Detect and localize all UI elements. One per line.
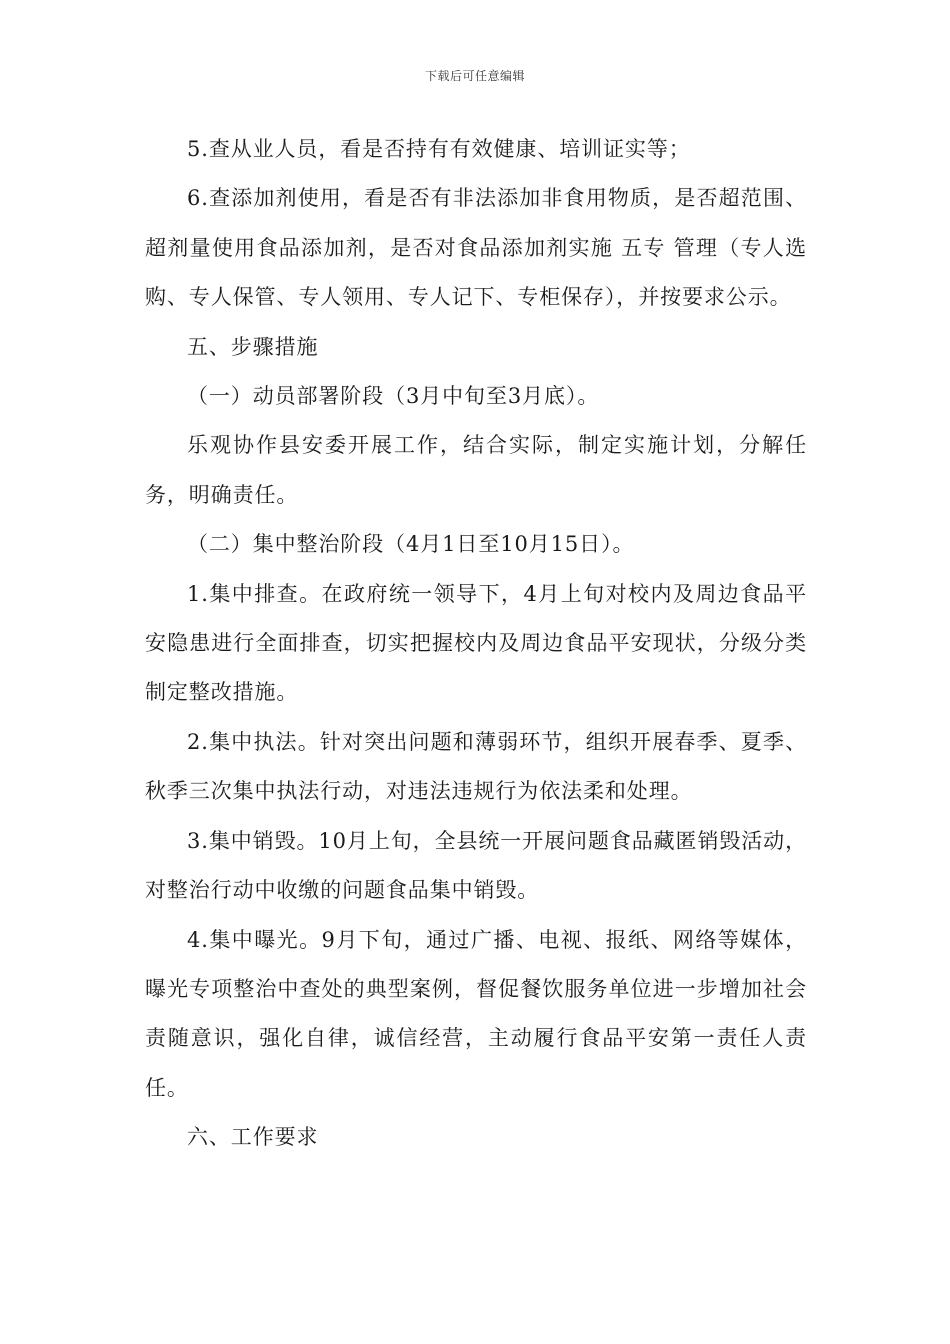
paragraph-mobilization: 乐观协作县安委开展工作，结合实际，制定实施计划，分解任务，明确责任。: [145, 433, 807, 507]
paragraph-investigation: 1.集中排查。在政府统一领导下，4月上旬对校内及周边食品平安隐患进行全面排查，切实把握校内及周边食品平安现状，分级分类制定整改措施。: [145, 581, 807, 705]
paragraph-item-6: 6.查添加剂使用，看是否有非法添加非食用物质，是否超范围、超剂量使用食品添加剂，是否对食品添加剂实施 五专 管理（专人选购、专人保管、专人领用、专人记下、专柜保存），并按要求公示。: [145, 186, 807, 310]
paragraph-enforcement: 2.集中执法。针对突出问题和薄弱环节，组织开展春季、夏季、秋季三次集中执法行动，对违法违规行为依法柔和处理。: [145, 729, 807, 804]
subsection-heading-rectification: （二）集中整治阶段（4月1日至10月15日）。: [187, 532, 635, 557]
document-body: [145, 125, 807, 1163]
paragraph-destruction: 3.集中销毁。10月上旬，全县统一开展问题食品藏匿销毁活动，对整治行动中收缴的问题食品集中销毁。: [145, 828, 807, 903]
paragraph-exposure: 4.集中曝光。9月下旬，通过广播、电视、报纸、网络等媒体，曝光专项整治中查处的典型案例，督促餐饮服务单位进一步增加社会责随意识，强化自律，诚信经营，主动履行食品平安第一责任人责任。: [145, 927, 807, 1100]
section-heading-requirements: 六、工作要求: [187, 1125, 319, 1150]
subsection-heading-mobilization: （一）动员部署阶段（3月中旬至3月底）。: [187, 384, 600, 409]
section-heading-steps: 五、步骤措施: [187, 334, 319, 359]
paragraph-item-5: 5.查从业人员，看是否持有有效健康、培训证实等；: [187, 137, 691, 161]
header-note: 下载后可任意编辑: [424, 69, 525, 83]
